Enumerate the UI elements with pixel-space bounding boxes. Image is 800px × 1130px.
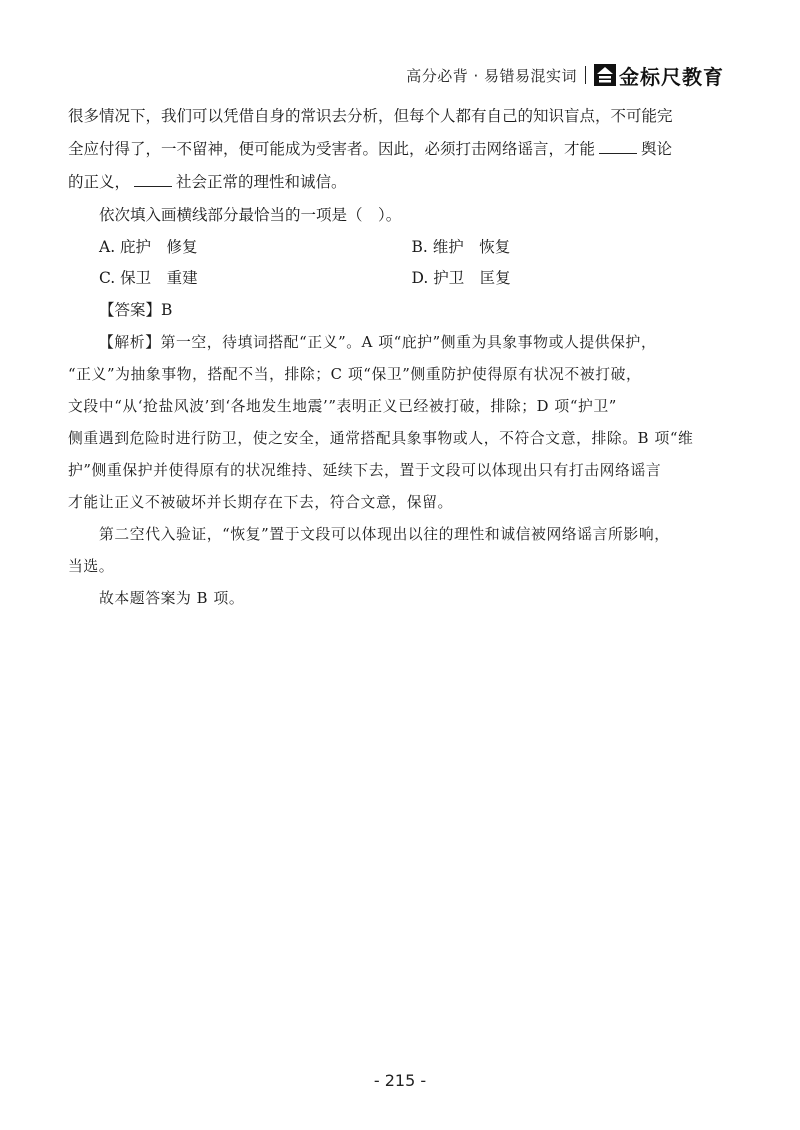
option-b: B. 维护 恢复 — [411, 238, 511, 256]
answer-options — [99, 232, 724, 294]
analysis-conclusion: 故本题答案为 B 项。 — [99, 590, 245, 607]
passage-text: 的正义， — [68, 173, 131, 191]
option-a: A. 庇护 修复 — [99, 238, 198, 256]
question-passage — [68, 100, 724, 199]
fill-blank-2 — [134, 170, 172, 187]
passage-line: 很多情况下，我们可以凭借自身的常识去分析，但每个人都有自己的知识盲点，不可能完 — [68, 107, 673, 125]
answer-line: 【答案】B — [99, 301, 173, 319]
analysis-line: 才能让正义不被破坏并长期存在下去，符合文意，保留。 — [68, 494, 453, 511]
question-prompt: 依次填入画横线部分最恰当的一项是（ ）。 — [99, 206, 402, 224]
series-title: 高分必背 · 易错易混实词 — [406, 66, 577, 85]
header-divider — [585, 66, 586, 84]
analysis-line: 第二空代入验证，“恢复”置于文段可以体现出以往的理性和诚信被网络谣言所影响， — [99, 526, 670, 543]
brand-logo-group — [594, 61, 724, 90]
page-content — [68, 100, 724, 615]
analysis-line: 文段中“从‘抢盐风波’到‘各地发生地震’”表明正义已经被打破，排除；D 项“护卫” — [68, 398, 617, 415]
passage-text: 舆论 — [641, 140, 673, 158]
analysis-line: 【解析】第一空，待填词搭配“正义”。A 项“庇护”侧重为具象事物或人提供保护， — [99, 334, 657, 351]
analysis-block — [68, 327, 724, 615]
passage-line — [68, 133, 724, 166]
analysis-line: 侧重遇到危险时进行防卫，使之安全，通常搭配具象事物或人，不符合文意，排除。B 项“维 — [68, 430, 694, 447]
analysis-line: 当选。 — [68, 558, 115, 575]
brand-name: 金标尺教育 — [619, 64, 724, 89]
option-d: D. 护卫 匡复 — [411, 269, 511, 287]
passage-text: 全应付得了，一不留神，便可能成为受害者。因此，必须打击网络谣言，才能 — [68, 140, 596, 158]
options-row — [99, 232, 724, 263]
page-header — [0, 62, 724, 88]
analysis-line: “正义”为抽象事物，搭配不当，排除；C 项“保卫”侧重防护使得原有状况不被打破， — [68, 366, 642, 383]
page-number: - 215 - — [373, 1071, 427, 1090]
passage-line — [68, 166, 724, 199]
options-row — [99, 263, 724, 294]
analysis-line: 护”侧重保护并使得原有的状况维持、延续下去，置于文段可以体现出只有打击网络谣言 — [68, 462, 662, 479]
passage-text: 社会正常的理性和诚信。 — [176, 173, 347, 191]
option-c: C. 保卫 重建 — [99, 269, 198, 287]
fill-blank-1 — [599, 137, 637, 154]
brand-logo-icon — [594, 64, 616, 86]
